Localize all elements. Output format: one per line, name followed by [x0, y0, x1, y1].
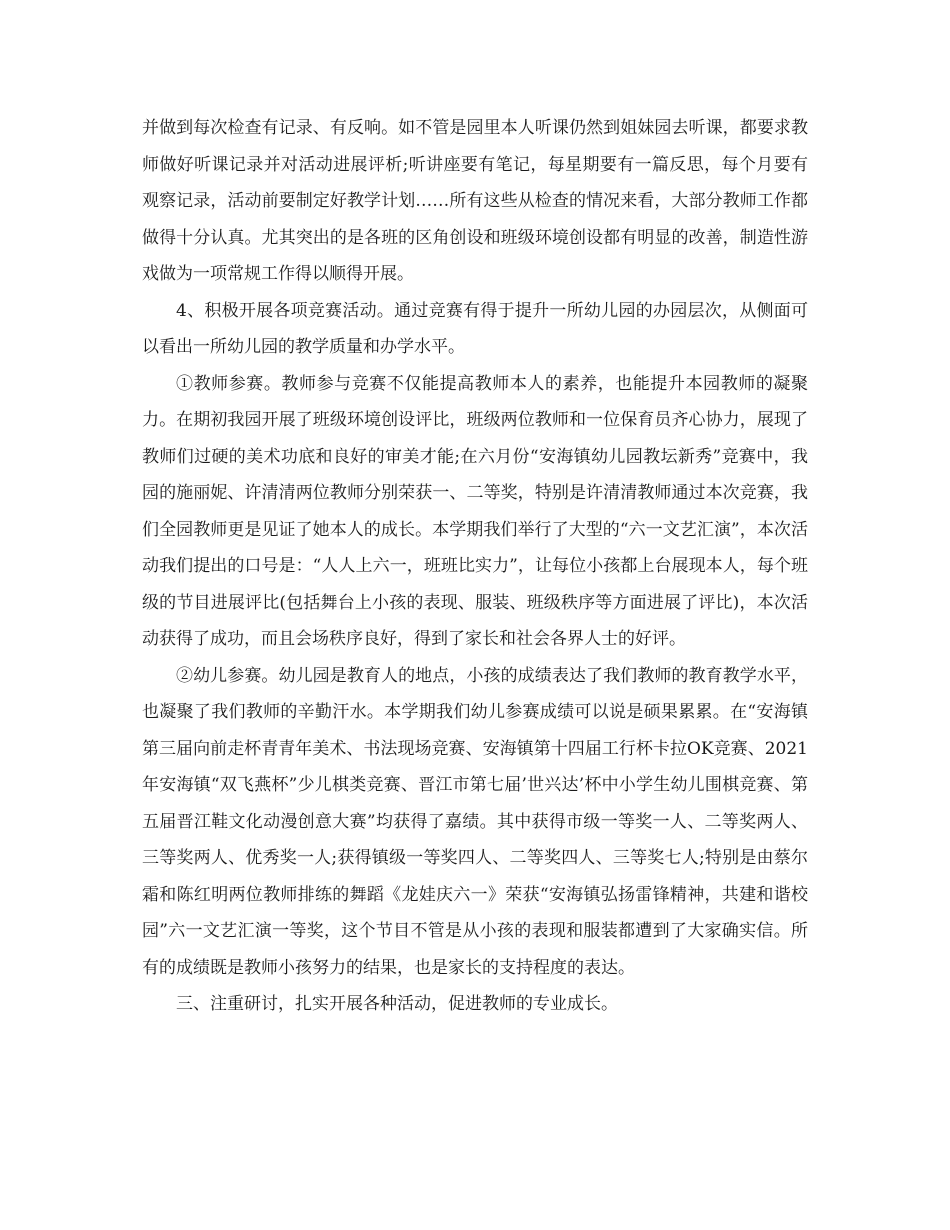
document-body — [142, 110, 808, 1023]
paragraph-section-three-heading: 三、注重研讨，扎实开展各种活动，促进教师的专业成长。 — [176, 994, 618, 1014]
paragraph-teacher-competitions: ①教师参赛。教师参与竞赛不仅能提高教师本人的素养，也能提升本园教师的凝聚力。在期初我园开展了班级环境创设评比，班级两位教师和一位保育员齐心协力，展现了教师们过硬的美术功底和良好的审美才能;在六月份“安海镇幼儿园教坛新秀”竞赛中，我园的施丽妮、许清清两位教师分别荣获一、二等奖，特别是许清清教师通过本次竞赛，我们全园教师更是见证了她本人的成长。本学期我们举行了大型的“六一文艺汇演”，本次活动我们提出的口号是：“人人上六一，班班比实力”，让每位小孩都上台展现本人，每个班级的节目进展评比(包括舞台上小孩的表现、服装、班级秩序等方面进展了评比)，本次活动获得了成功，而且会场秩序良好，得到了家长和社会各界人士的好评。 — [142, 373, 808, 649]
paragraph-inspection-records: 并做到每次检查有记录、有反响。如不管是园里本人听课仍然到姐妹园去听课，都要求教师做好听课记录并对活动进展评析;听讲座要有笔记，每星期要有一篇反思，每个月要有观察记录，活动前要制定好教学计划……所有这些从检查的情况来看，大部分教师工作都做得十分认真。尤其突出的是各班的区角创设和班级环境创设都有明显的改善，制造性游戏做为一项常规工作得以顺得开展。 — [142, 118, 808, 284]
paragraph-competitions: 4、积极开展各项竞赛活动。通过竞赛有得于提升一所幼儿园的办园层次，从侧面可以看出一所幼儿园的教学质量和办学水平。 — [142, 300, 808, 357]
paragraph-child-competitions: ②幼儿参赛。幼儿园是教育人的地点，小孩的成绩表达了我们教师的教育教学水平，也凝聚了我们教师的辛勤汗水。本学期我们幼儿参赛成绩可以说是硕果累累。在“安海镇第三届向前走杯青青年美术、书法现场竞赛、安海镇第十四届工行杯卡拉OK竞赛、2021年安海镇“双飞燕杯”少儿棋类竞赛、晋江市第七届’世兴达’杯中小学生幼儿围棋竞赛、第五届晋江鞋文化动漫创意大赛”均获得了嘉绩。其中获得市级一等奖一人、二等奖两人、三等奖两人、优秀奖一人;获得镇级一等奖四人、二等奖四人、三等奖七人;特别是由蔡尔霜和陈红明两位教师排练的舞蹈《龙娃庆六一》荣获“安海镇弘扬雷锋精神，共建和谐校园”六一文艺汇演一等奖，这个节目不管是从小孩的表现和服装都遭到了大家确实信。所有的成绩既是教师小孩努力的结果，也是家长的支持程度的表达。 — [142, 665, 808, 978]
